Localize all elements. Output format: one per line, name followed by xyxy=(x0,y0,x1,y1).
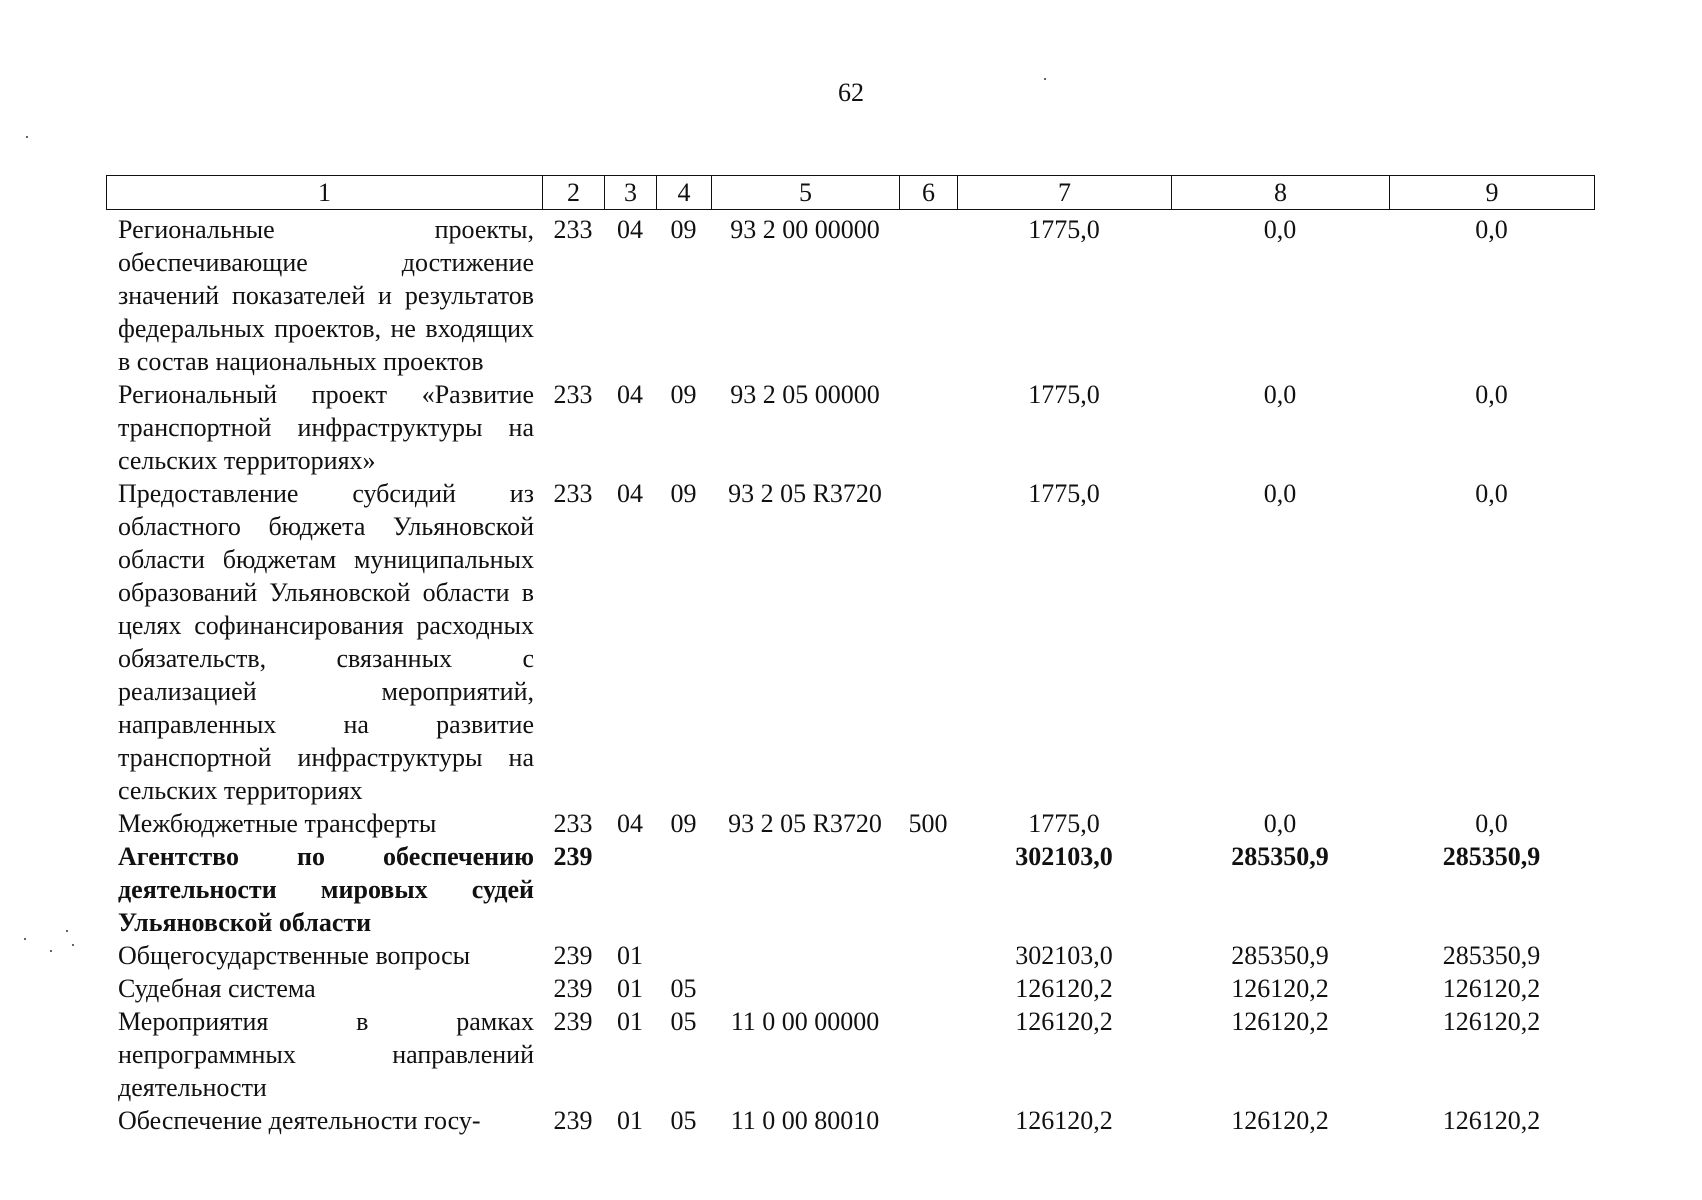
row-c2: 233 xyxy=(553,809,593,838)
row-c4: 09 xyxy=(670,809,697,838)
row-c5: 93 2 05 00000 xyxy=(730,380,880,409)
col-header-8: 8 xyxy=(1172,176,1390,210)
row-c7: 302103,0 xyxy=(1015,842,1113,871)
col-header-2: 2 xyxy=(543,176,605,210)
row-c6 xyxy=(899,213,957,378)
table-row xyxy=(106,1005,1594,1104)
row-name: Региональный проект «Развитие транспортной инфраструктуры на сельских территориях» xyxy=(118,380,534,475)
row-c5: 93 2 05 R3720 xyxy=(728,479,882,508)
col-header-5: 5 xyxy=(712,176,900,210)
table-row xyxy=(106,972,1594,1005)
row-c4: 05 xyxy=(670,974,697,1003)
row-name: Региональные проекты, обеспечивающие достижение значений показателей и результатов федеральных проектов, не входящих в состав национальных проектов xyxy=(118,215,534,376)
row-c7: 1775,0 xyxy=(1028,380,1100,409)
row-c8: 0,0 xyxy=(1263,380,1297,409)
row-c6 xyxy=(899,378,957,477)
row-name: Мероприятия в рамках непрограммных направлений деятельности xyxy=(118,1007,534,1102)
row-c2: 233 xyxy=(553,479,593,508)
row-c3: 01 xyxy=(617,941,643,970)
row-c8: 126120,2 xyxy=(1231,974,1329,1003)
row-c9: 126120,2 xyxy=(1442,1007,1541,1036)
row-c2: 239 xyxy=(553,842,593,871)
row-c7: 1775,0 xyxy=(1028,215,1100,244)
row-c6 xyxy=(899,939,957,972)
row-c3: 04 xyxy=(617,215,643,244)
row-c9: 0,0 xyxy=(1475,215,1508,244)
col-header-7: 7 xyxy=(958,176,1172,210)
row-c7: 302103,0 xyxy=(1015,941,1113,970)
row-c5: 11 0 00 00000 xyxy=(730,1007,880,1036)
row-c3: 01 xyxy=(617,1007,643,1036)
row-c9: 0,0 xyxy=(1475,809,1508,838)
row-c3: 04 xyxy=(617,479,643,508)
row-c6 xyxy=(899,1005,957,1104)
row-c8: 0,0 xyxy=(1263,809,1297,838)
scan-speck xyxy=(66,930,68,932)
row-name: Судебная система xyxy=(118,974,316,1003)
row-c4: 09 xyxy=(670,380,697,409)
row-c5 xyxy=(711,972,899,1005)
table-row xyxy=(106,807,1594,840)
row-c7: 126120,2 xyxy=(1015,974,1113,1003)
row-c3: 01 xyxy=(617,1106,643,1135)
col-header-3: 3 xyxy=(605,176,657,210)
row-c5: 93 2 05 R3720 xyxy=(728,809,882,838)
row-c7: 126120,2 xyxy=(1015,1007,1113,1036)
row-c5: 11 0 00 80010 xyxy=(730,1106,880,1135)
table-row xyxy=(106,378,1594,477)
scan-speck xyxy=(1044,78,1046,80)
col-header-1: 1 xyxy=(107,176,543,210)
row-c9: 0,0 xyxy=(1475,479,1508,508)
row-c9: 285350,9 xyxy=(1442,941,1541,970)
page-number: 62 xyxy=(838,78,864,107)
row-name: Предоставление субсидий из областного бюджета Ульяновской области бюджетам муниципальных образований Ульяновской области в целях софинансирования расходных обязательств, связанных с реализацией мероприятий, направленных на развитие транспортной инфраструктуры на сельских территориях xyxy=(118,479,534,805)
row-c4: 05 xyxy=(670,1007,697,1036)
row-c7: 126120,2 xyxy=(1015,1106,1113,1135)
row-c8: 0,0 xyxy=(1263,215,1297,244)
row-c2: 233 xyxy=(553,215,593,244)
row-c5 xyxy=(711,840,899,939)
row-c9: 126120,2 xyxy=(1442,974,1541,1003)
row-c2: 239 xyxy=(553,974,593,1003)
row-c8: 126120,2 xyxy=(1231,1007,1329,1036)
row-c3: 01 xyxy=(617,974,643,1003)
scan-speck xyxy=(50,950,52,952)
header-row xyxy=(107,176,1595,210)
row-c2: 239 xyxy=(553,941,593,970)
row-c8: 285350,9 xyxy=(1231,941,1329,970)
row-c4: 05 xyxy=(670,1106,697,1135)
row-c8: 285350,9 xyxy=(1231,842,1329,871)
table-row xyxy=(106,213,1594,378)
col-header-6: 6 xyxy=(900,176,958,210)
table-row xyxy=(106,1104,1594,1137)
row-c6 xyxy=(899,1104,957,1137)
col-header-9: 9 xyxy=(1390,176,1595,210)
row-c4 xyxy=(656,840,711,939)
row-c6: 500 xyxy=(908,809,948,838)
row-name: Межбюджетные трансферты xyxy=(118,809,437,838)
row-c3: 04 xyxy=(617,809,643,838)
row-c6 xyxy=(899,972,957,1005)
column-header-table xyxy=(106,175,1595,210)
budget-table xyxy=(106,213,1594,1137)
row-c8: 126120,2 xyxy=(1231,1106,1329,1135)
col-header-4: 4 xyxy=(657,176,712,210)
row-c8: 0,0 xyxy=(1263,479,1297,508)
row-c2: 233 xyxy=(553,380,593,409)
row-c9: 285350,9 xyxy=(1442,842,1541,871)
table-row xyxy=(106,939,1594,972)
row-c6 xyxy=(899,477,957,807)
row-c9: 126120,2 xyxy=(1442,1106,1541,1135)
row-c5: 93 2 00 00000 xyxy=(730,215,880,244)
row-name: Агентство по обеспечению деятельности мировых судей Ульяновской области xyxy=(118,842,534,937)
row-c7: 1775,0 xyxy=(1028,809,1100,838)
row-name: Общегосударственные вопросы xyxy=(118,941,471,970)
row-c2: 239 xyxy=(553,1007,593,1036)
row-c4: 09 xyxy=(670,479,697,508)
scan-speck xyxy=(26,136,28,138)
table-row xyxy=(106,477,1594,807)
table-row xyxy=(106,840,1594,939)
row-c3: 04 xyxy=(617,380,643,409)
row-c3 xyxy=(604,840,656,939)
row-name: Обеспечение деятельности госу- xyxy=(118,1106,481,1135)
row-c4 xyxy=(656,939,711,972)
row-c9: 0,0 xyxy=(1475,380,1508,409)
scan-speck xyxy=(24,938,26,940)
row-c5 xyxy=(711,939,899,972)
scan-speck xyxy=(72,944,74,946)
row-c2: 239 xyxy=(553,1106,593,1135)
row-c4: 09 xyxy=(670,215,697,244)
row-c7: 1775,0 xyxy=(1028,479,1100,508)
row-c6 xyxy=(899,840,957,939)
